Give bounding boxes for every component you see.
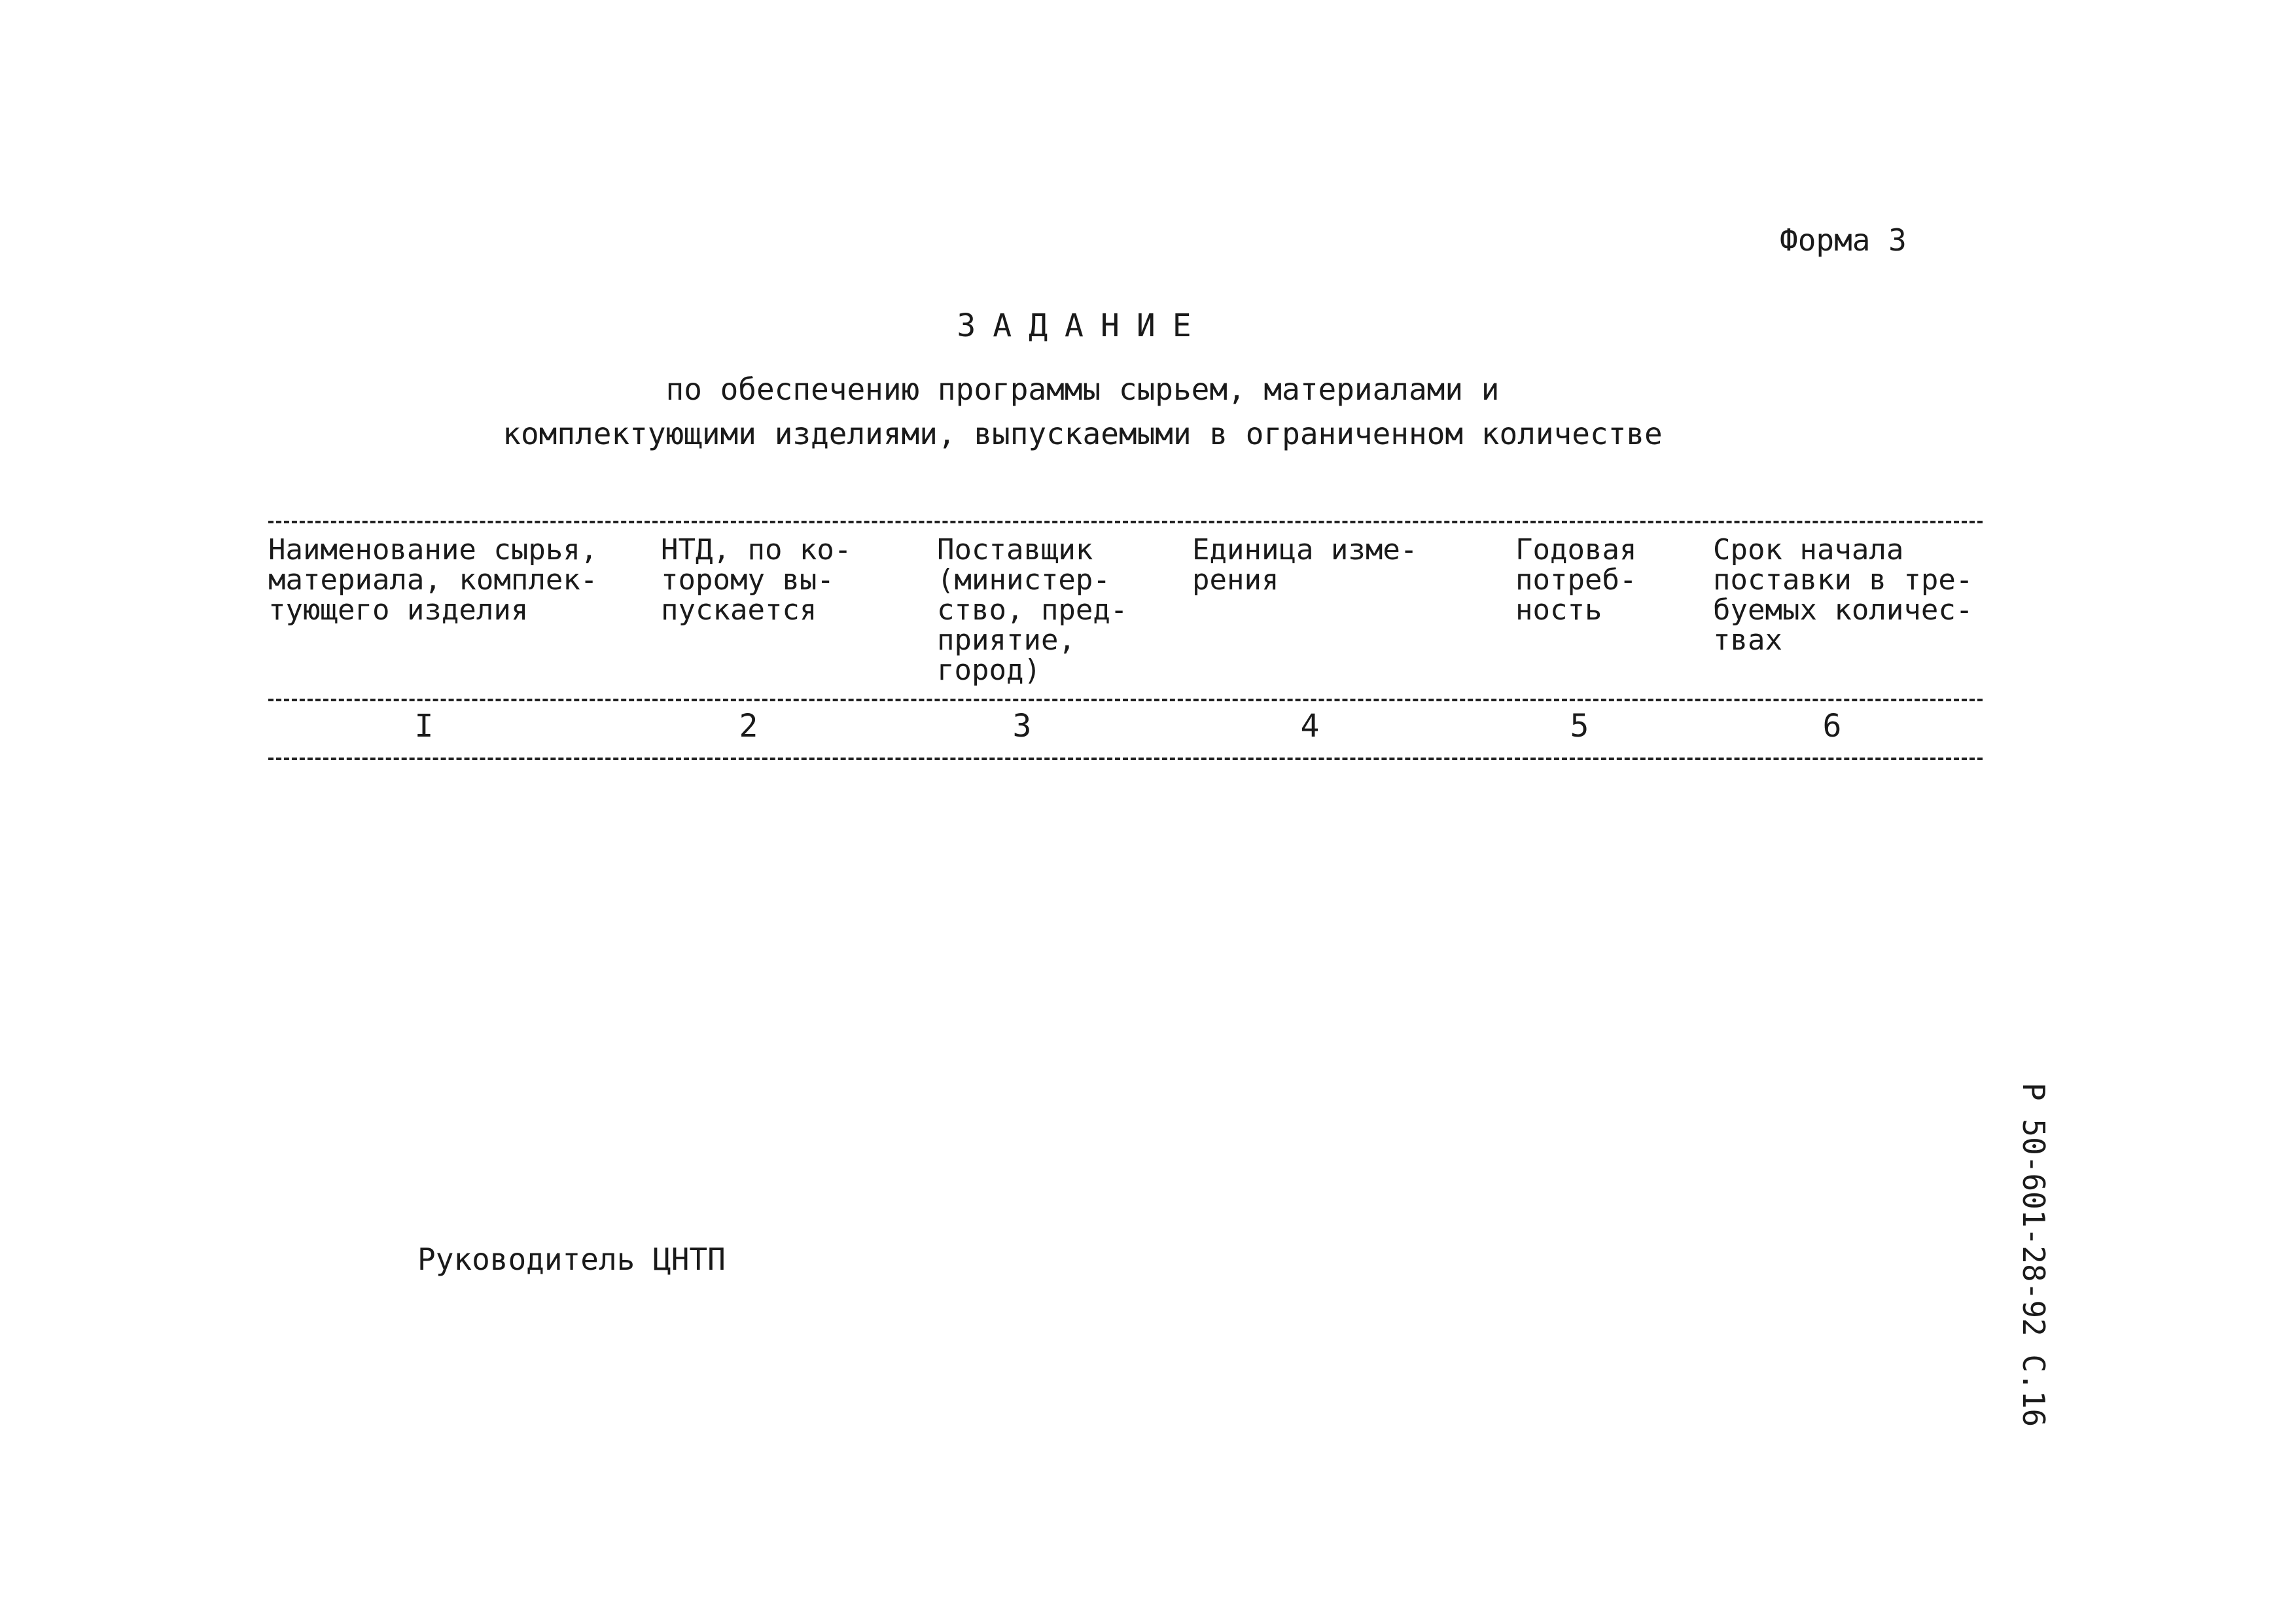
header-cell-name xyxy=(268,535,597,625)
header-line: тующего изделия xyxy=(268,593,529,627)
subtitle-line-1: по обеспечению программы сырьем, материалами и xyxy=(665,372,1500,407)
header-line: потреб- xyxy=(1515,563,1637,597)
header-line: Срок начала xyxy=(1713,533,1904,567)
header-line: твах xyxy=(1713,623,1782,657)
header-line: Наименование сырья, xyxy=(268,533,598,567)
header-cell-annual-demand xyxy=(1515,535,1636,625)
form-label: Форма 3 xyxy=(1780,222,1907,258)
header-line: город) xyxy=(937,654,1041,687)
column-number: 5 xyxy=(1570,708,1589,744)
signature-line: Руководитель ЦНТП xyxy=(417,1242,726,1277)
header-cell-supplier xyxy=(937,535,1127,686)
header-line: приятие, xyxy=(937,623,1076,657)
subtitle-line-2: комплектующими изделиями, выпускаемыми в ограниченном количестве xyxy=(503,416,1663,451)
document-title: ЗАДАНИЕ xyxy=(957,307,1209,344)
header-line: ство, пред- xyxy=(937,593,1128,627)
header-cell-ntd xyxy=(661,535,851,625)
header-line: Поставщик xyxy=(937,533,1093,567)
column-number: 4 xyxy=(1300,708,1320,744)
column-number: I xyxy=(414,708,434,744)
header-line: поставки в тре- xyxy=(1713,563,1973,597)
table-top-rule xyxy=(268,521,1983,523)
column-number: 2 xyxy=(739,708,758,744)
header-cell-delivery-start xyxy=(1713,535,1973,655)
column-number: 6 xyxy=(1822,708,1842,744)
header-cell-unit xyxy=(1192,535,1417,595)
table-bottom-rule xyxy=(268,758,1983,760)
header-line: НТД, по ко- xyxy=(661,533,852,567)
header-line: (министер- xyxy=(937,563,1110,597)
header-line: рения xyxy=(1192,563,1279,597)
document-code: Р 50-601-28-92 С.16 xyxy=(2016,1083,2051,1427)
header-line: Годовая xyxy=(1515,533,1637,567)
header-line: торому вы- xyxy=(661,563,834,597)
table-header-rule xyxy=(268,699,1983,701)
header-line: материала, комплек- xyxy=(268,563,598,597)
header-line: ность xyxy=(1515,593,1602,627)
header-line: Единица изме- xyxy=(1192,533,1418,567)
header-line: пускается xyxy=(661,593,817,627)
header-line: буемых количес- xyxy=(1713,593,1973,627)
column-number: 3 xyxy=(1012,708,1032,744)
